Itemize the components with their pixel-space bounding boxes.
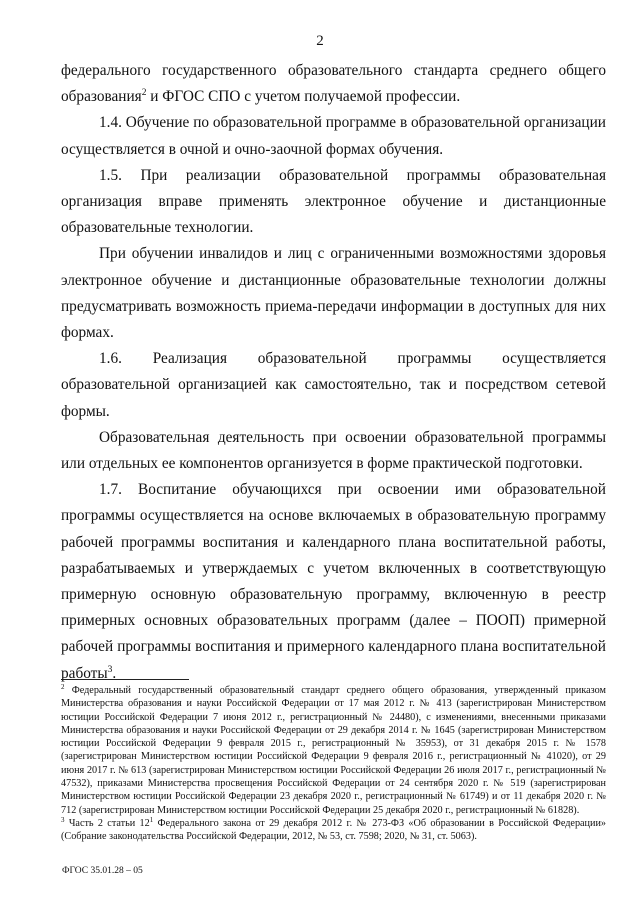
paragraph-1-5: 1.5. При реализации образовательной программы образовательная организация вправе применять электронное обучение и дистанционные образовательные технологии. xyxy=(61,166,606,237)
paragraph-1-7 xyxy=(61,477,606,687)
footnote-text: Часть 2 статьи 12 xyxy=(64,817,150,829)
paragraph-1-4: 1.4. Обучение по образовательной программе в образовательной организации осуществляется в очной и очно-заочной формах обучения. xyxy=(61,114,606,158)
footnote-mark: 2 xyxy=(61,683,65,691)
footnote-text: Федеральный государственный образовательный стандарт среднего общего образования, утвержденный приказом Министерства образования и науки Российской Федерации от 17 мая 2012 г. № 413 (зарегистрирован Министерством юстиции Российской Федерации 7 июня 2012 г., регистрационный № 24480), с изменениями, внесенными приказами Министерства образования и науки Российской Федерации от 29 декабря 2014 г. № 1645 (зарегистрирован Министерством юстиции Российской Федерации 9 февраля 2015 г., регистрационный № 35953), от 31 декабря 2015 г. № 1578 (зарегистрирован Министерством юстиции Российской Федерации 9 февраля 2016 г., регистрационный № 41020), от 29 июня 2017 г. № 613 (зарегистрирован Министерством юстиции Российской Федерации 26 июля 2017 г., регистрационный № 47532), приказами Министерства просвещения Российской Федерации от 24 сентября 2020 г. № 519 (зарегистрирован Министерством юстиции Российской Федерации 23 декабря 2020 г., регистрационный № 61749) и от 11 декабря 2020 г. № 712 (зарегистрирован Министерством юстиции Российской Федерации 25 декабря 2020 г., регистрационный № 61828). xyxy=(61,685,606,816)
paragraph-text: 1.7. Воспитание обучающихся при освоении ими образовательной программы осуществляется на основе включаемых в образовательную программу рабочей программы воспитания и календарного плана воспитательной работы, разрабатываемых и утверждаемых с учетом включенных в соответствующую примерную основную образовательную программу, включенную в реестр примерных основных образовательных программ (далее – ПООП) примерной рабочей программы воспитания и примерного календарного плана воспитательной работы xyxy=(61,481,606,682)
document-body xyxy=(61,58,606,687)
paragraph-1-6: 1.6. Реализация образовательной программы осуществляется образовательной организацией как самостоятельно, так и посредством сетевой формы. xyxy=(61,350,606,420)
paragraph-disabilities: При обучении инвалидов и лиц с ограниченными возможностями здоровья электронное обучение и дистанционные образовательные технологии должны предусматривать возможность приема-передачи информации в доступных для них формах. xyxy=(61,245,606,342)
paragraph-text-end: . xyxy=(112,664,117,682)
footnote-ref-2[interactable]: 2 xyxy=(141,88,147,99)
footnotes xyxy=(61,684,606,844)
footnote-separator xyxy=(61,679,189,680)
footnote-2 xyxy=(61,684,606,817)
document-code: ФГОС 35.01.28 – 05 xyxy=(62,866,143,876)
paragraph-standard-continuation xyxy=(61,58,606,110)
footnote-text-end: Федерального закона от 29 декабря 2012 г. № 273-ФЗ «Об образовании в Российской Федерации» (Собрание законодательства Российской Федерации, 2012, № 53, ст. 7598; 2020, № 31, ст. 5063). xyxy=(61,817,607,843)
article-superscript: 1 xyxy=(149,815,154,824)
footnote-ref-3[interactable]: 3 xyxy=(107,664,113,675)
paragraph-text-end: и ФГОС СПО с учетом получаемой профессии. xyxy=(146,88,461,106)
footnote-mark: 3 xyxy=(61,815,65,824)
page-number: 2 xyxy=(316,33,324,49)
paragraph-practical-training: Образовательная деятельность при освоении образовательной программы или отдельных ее компонентов организуется в форме практической подготовки. xyxy=(61,428,606,473)
paragraph-text: федерального государственного образовательного стандарта среднего общего образования xyxy=(61,62,606,106)
footnote-3 xyxy=(61,817,606,844)
